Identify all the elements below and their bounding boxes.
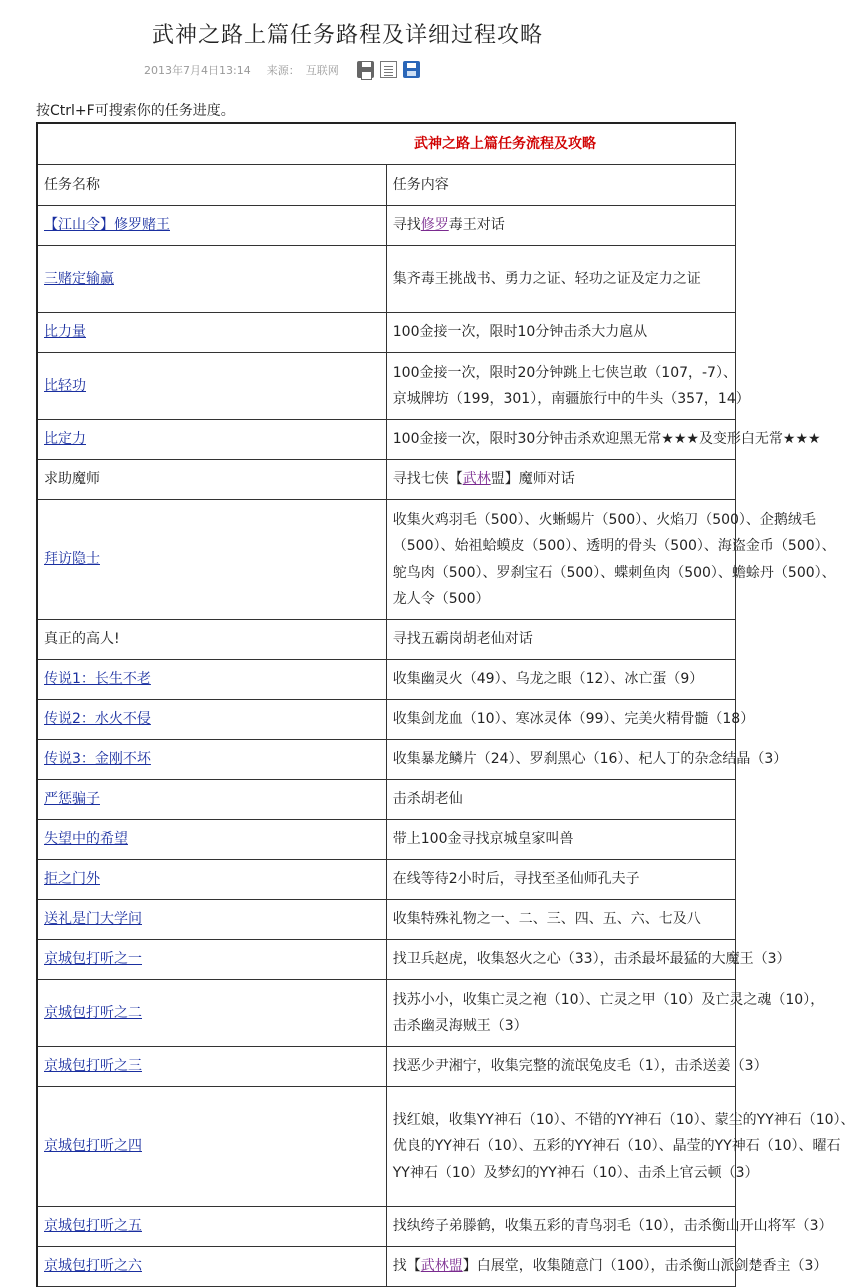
table-row: [37, 740, 736, 780]
task-content-cell: [386, 1207, 833, 1247]
task-content-cell: [386, 353, 750, 420]
task-name-link[interactable]: 失望中的希望: [44, 831, 128, 848]
task-content-cell: [386, 620, 735, 660]
table-row: [37, 860, 736, 900]
source-label: 来源：: [266, 63, 300, 77]
content-text: 毒王对话: [448, 217, 505, 234]
source-name: 互联网: [305, 63, 339, 77]
table-row: [37, 700, 736, 740]
task-content-line: [393, 626, 729, 653]
task-name-link[interactable]: 京城包打听之三: [44, 1058, 142, 1075]
task-content-cell: [386, 820, 735, 860]
task-content-line: [392, 1107, 855, 1134]
task-content-line: [392, 1213, 833, 1240]
table-row: [37, 1047, 736, 1087]
content-text: 收集特殊礼物之一、二、三、四、五、六、七及八: [392, 911, 701, 928]
table-row: [37, 620, 736, 660]
content-text: 找红娘，收集YY神石（10）、不错的YY神石（10）、蒙尘的YY神石（10）、: [392, 1111, 855, 1128]
content-text: 优良的YY神石（10）、五彩的YY神石（10）、晶莹的YY神石（10）、曜石: [392, 1138, 841, 1155]
task-name-link[interactable]: 传说2：水火不侵: [44, 711, 151, 728]
content-text: 龙人令（500）: [392, 591, 490, 607]
intro-text: 按Ctrl+F可搜索你的任务进度。: [36, 103, 235, 119]
task-content-cell: [386, 460, 735, 500]
task-name-link[interactable]: 比轻功: [44, 377, 86, 394]
content-text: 击杀胡老仙: [392, 791, 463, 808]
document-icon[interactable]: [380, 61, 397, 78]
table-row: [37, 1087, 736, 1207]
task-content-cell: [386, 860, 735, 900]
task-content-line: [393, 666, 729, 693]
task-content-line: [393, 586, 729, 613]
task-content-cell: [386, 1247, 828, 1287]
table-row: [37, 900, 736, 940]
table-row: [37, 206, 736, 246]
task-content-cell: [386, 980, 825, 1047]
task-name-cell: [37, 860, 386, 900]
task-content-line: [392, 987, 825, 1014]
task-name-link[interactable]: 严惩骗子: [44, 791, 100, 808]
table-row: [37, 940, 736, 980]
table-row: [37, 980, 736, 1047]
task-content-cell: [386, 1087, 855, 1207]
table-row: [37, 353, 736, 420]
task-name-cell: [37, 353, 386, 420]
task-name-link[interactable]: 传说3：金刚不坏: [44, 751, 151, 768]
content-text: 找卫兵赵虎，收集怒火之心（33），击杀最坏最猛的大魔王（3）: [392, 951, 791, 968]
task-name: 真正的高人!: [44, 631, 120, 648]
inline-link[interactable]: 武林盟: [420, 1258, 463, 1275]
task-content-line: [393, 266, 729, 293]
task-name-cell: [37, 940, 386, 980]
task-name-cell: [37, 246, 386, 313]
task-name-link[interactable]: 三赌定输赢: [44, 270, 114, 287]
task-name: 求助魔师: [44, 471, 100, 488]
table-header-row: [37, 165, 736, 206]
task-name-cell: [37, 1087, 386, 1207]
content-text: 收集火鸡羽毛（500）、火蜥蜴片（500）、火焰刀（500）、企鹅绒毛: [392, 511, 816, 528]
task-content-cell: [386, 1047, 768, 1087]
header-task-content: 任务内容: [386, 165, 735, 206]
task-name-cell: [37, 1207, 386, 1247]
task-name-cell: [37, 820, 386, 860]
inline-link[interactable]: 武林: [462, 471, 491, 488]
article-title: 武神之路上篇任务路程及详细过程攻略: [151, 23, 543, 48]
table-row: [37, 1207, 736, 1247]
task-content-cell: [386, 900, 735, 940]
task-content-line: [393, 1013, 729, 1040]
task-name-cell: [37, 980, 386, 1047]
content-text: 寻找五霸岗胡老仙对话: [392, 631, 533, 648]
table-row: [37, 460, 736, 500]
content-text: 找【: [392, 1258, 421, 1275]
content-text: 找恶少尹湘宁，收集完整的流氓兔皮毛（1），击杀送姜（3）: [392, 1058, 768, 1075]
content-text: 京城牌坊（199，301），南疆旅行中的牛头（357，14）: [392, 391, 750, 407]
task-name-cell: [37, 900, 386, 940]
print-icon[interactable]: [357, 61, 374, 78]
task-content-cell: [386, 740, 788, 780]
task-name-cell: [37, 1047, 386, 1087]
task-content-cell: [386, 660, 735, 700]
task-content-line: [393, 866, 729, 893]
task-name-cell: [37, 420, 386, 460]
content-text: 收集剑龙血（10）、寒冰灵体（99）、完美火精骨髓（18）: [392, 711, 755, 728]
task-content-cell: [386, 780, 735, 820]
content-text: 找纨绔子弟滕鹤，收集五彩的青鸟羽毛（10），击杀衡山开山将军（3）: [392, 1218, 833, 1235]
task-content-line: [392, 1053, 768, 1080]
task-name-cell: [37, 740, 386, 780]
table-row: [37, 820, 736, 860]
inline-link[interactable]: 修罗: [420, 217, 449, 234]
table-row: [37, 313, 736, 353]
task-name-cell: [37, 700, 386, 740]
task-content-cell: [386, 500, 836, 620]
task-name-link[interactable]: 京城包打听之六: [44, 1258, 142, 1275]
table-caption: 武神之路上篇任务流程及攻略: [37, 123, 736, 165]
task-content-cell: [386, 206, 735, 246]
content-text: 寻找七侠【: [392, 471, 463, 488]
table-row: [37, 246, 736, 313]
task-name-link[interactable]: 送礼是门大学问: [44, 911, 142, 928]
table-row: [37, 660, 736, 700]
content-text: 100金接一次，限时30分钟击杀欢迎黑无常★★★及变形白无常★★★: [392, 431, 821, 448]
task-name-link[interactable]: 拜访隐士: [44, 551, 100, 568]
task-content-line: [392, 1160, 759, 1187]
header-task-name: 任务名称: [37, 165, 386, 206]
task-name-cell: [37, 660, 386, 700]
task-content-line: [392, 360, 737, 387]
task-content-cell: [386, 246, 735, 313]
content-text: 带上100金寻找京城皇家叫兽: [392, 831, 574, 848]
task-content-line: [393, 319, 729, 346]
task-name-cell: [37, 460, 386, 500]
table-row: [37, 780, 736, 820]
task-name-cell: [37, 620, 386, 660]
task-content-line: [392, 386, 750, 413]
article-tools: [357, 61, 420, 78]
quest-table-wrapper: [36, 122, 855, 1275]
quest-table: [36, 122, 855, 1287]
task-name-link[interactable]: 传说1：长生不老: [44, 671, 151, 688]
task-name-link[interactable]: 比力量: [44, 324, 86, 341]
save-icon[interactable]: [403, 61, 420, 78]
task-name-link[interactable]: 拒之门外: [44, 871, 100, 888]
content-text: 盟】魔师对话: [490, 471, 575, 488]
content-text: 寻找: [392, 217, 421, 234]
table-row: [37, 420, 736, 460]
task-content-line: [392, 1253, 828, 1280]
task-content-line: [392, 507, 816, 534]
task-content-line: [393, 786, 729, 813]
content-text: 收集幽灵火（49）、乌龙之眼（12）、冰亡蛋（9）: [392, 671, 704, 688]
task-content-cell: [386, 420, 821, 460]
content-text: 找苏小小，收集亡灵之袍（10）、亡灵之甲（10）及亡灵之魂（10），: [392, 991, 825, 1008]
task-content-line: [393, 906, 729, 933]
task-name-link[interactable]: 【江山令】修罗赌王: [44, 217, 170, 234]
task-content-line: [392, 946, 791, 973]
task-name-cell: [37, 313, 386, 353]
content-text: YY神石（10）及梦幻的YY神石（10）、击杀上官云顿（3）: [392, 1164, 759, 1181]
task-content-line: [393, 826, 729, 853]
content-text: 击杀幽灵海贼王（3）: [392, 1018, 528, 1034]
task-content-line: [393, 212, 729, 239]
content-text: 收集暴龙鳞片（24）、罗刹黑心（16）、杞人丁的杂念结晶（3）: [392, 751, 788, 768]
content-text: 100金接一次，限时10分钟击杀大力扈从: [392, 324, 648, 341]
task-content-line: [392, 706, 755, 733]
content-text: 】白展堂，收集随意门（100），击杀衡山派剑楚香主（3）: [462, 1258, 828, 1275]
task-content-line: [393, 466, 729, 493]
task-name-link[interactable]: 京城包打听之一: [44, 951, 142, 968]
task-content-line: [392, 426, 821, 453]
table-row: [37, 1247, 736, 1287]
content-text: 100金接一次，限时20分钟跳上七侠岂敢（107，-7）、: [392, 364, 737, 381]
task-name-cell: [37, 780, 386, 820]
task-name-cell: [37, 1247, 386, 1287]
table-caption-row: [37, 123, 736, 165]
task-content-line: [392, 560, 836, 587]
task-content-line: [392, 533, 836, 560]
task-content-cell: [386, 700, 755, 740]
task-content-line: [392, 1133, 841, 1160]
task-name-link[interactable]: 京城包打听之四: [44, 1138, 142, 1155]
publish-date: 2013年7月4日13:14: [144, 63, 251, 77]
content-text: 集齐毒王挑战书、勇力之证、轻功之证及定力之证: [392, 270, 701, 287]
article-meta: [144, 61, 420, 78]
content-text: 鸵鸟肉（500）、罗刹宝石（500）、蝶刺鱼肉（500）、蟾蜍丹（500）、: [392, 564, 836, 581]
table-row: [37, 500, 736, 620]
task-name-cell: [37, 206, 386, 246]
task-name-link[interactable]: 京城包打听之二: [44, 1004, 142, 1021]
task-content-line: [392, 746, 788, 773]
content-text: （500）、始祖蛤蟆皮（500）、透明的骨头（500）、海盗金币（500）、: [392, 538, 836, 554]
task-content-cell: [386, 940, 791, 980]
task-name-link[interactable]: 比定力: [44, 431, 86, 448]
task-name-link[interactable]: 京城包打听之五: [44, 1218, 142, 1235]
content-text: 在线等待2小时后，寻找至圣仙师孔夫子: [392, 871, 640, 888]
task-content-cell: [386, 313, 735, 353]
task-name-cell: [37, 500, 386, 620]
